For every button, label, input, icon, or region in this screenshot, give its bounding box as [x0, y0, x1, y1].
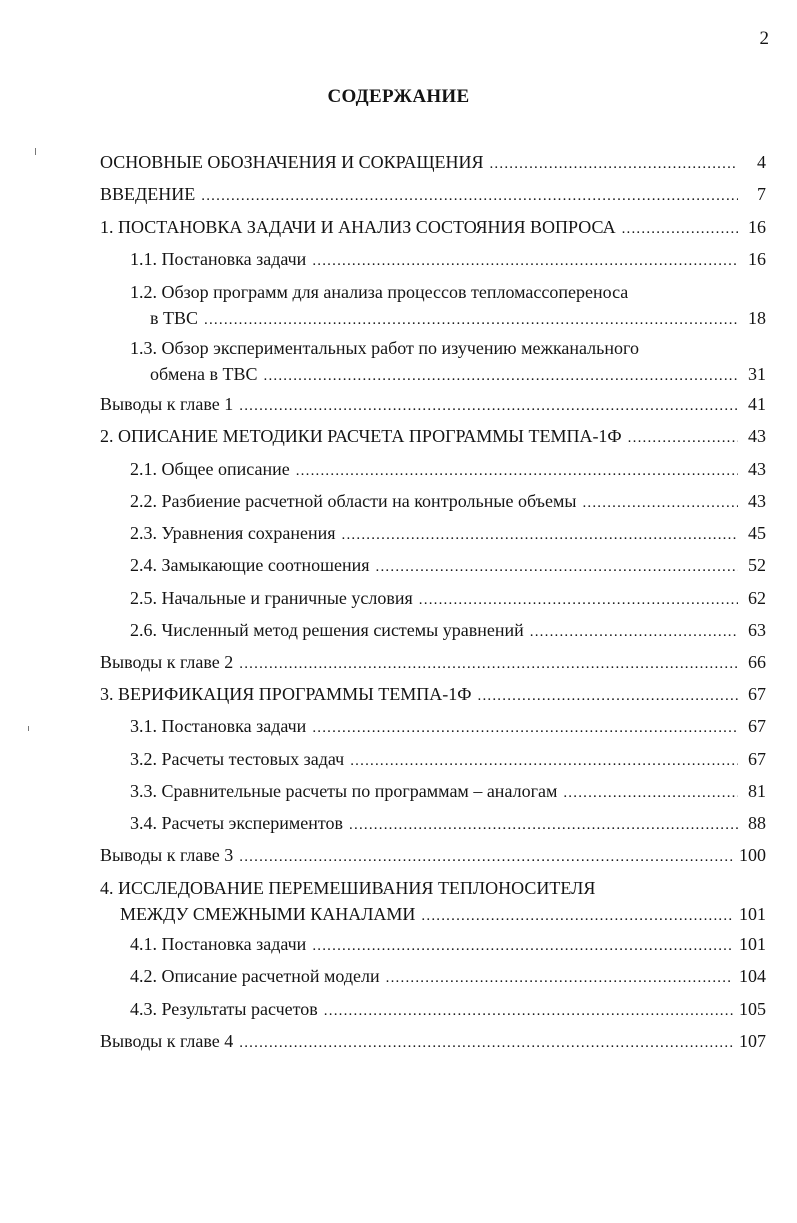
toc-entry	[100, 649, 766, 675]
dot-leader	[312, 248, 738, 274]
toc-entry-title: 3.4. Расчеты экспериментов	[130, 813, 344, 833]
toc-entry-title: 4.1. Постановка задачи	[130, 934, 307, 954]
toc-entry-title: 2.1. Общее описание	[130, 459, 290, 479]
toc-entry	[100, 1028, 766, 1054]
toc-entry	[130, 456, 766, 482]
toc-entry	[130, 617, 766, 643]
toc-entry-title: Выводы к главе 4	[100, 1031, 234, 1051]
toc-entry	[130, 585, 766, 611]
toc-entry-title: 2.4. Замыкающие соотношения	[130, 555, 370, 575]
toc-entry-title: ОСНОВНЫЕ ОБОЗНАЧЕНИЯ И СОКРАЩЕНИЯ	[100, 152, 484, 172]
dot-leader	[239, 1030, 733, 1056]
toc-entry	[100, 391, 766, 417]
toc-entry-title: 1. ПОСТАНОВКА ЗАДАЧИ И АНАЛИЗ СОСТОЯНИЯ ВОПРОСА	[100, 217, 616, 237]
toc-entry-title: 1.2. Обзор программ для анализа процессов тепломассопереноса	[130, 282, 629, 302]
toc-page-number: 66	[748, 652, 766, 672]
toc-page-number: 88	[748, 813, 766, 833]
toc-entry	[100, 681, 766, 707]
toc-page-number: 67	[748, 749, 766, 769]
toc-page-number: 45	[748, 523, 766, 543]
scan-speck	[28, 726, 29, 731]
toc-entry-title: Выводы к главе 2	[100, 652, 234, 672]
toc-entry	[130, 488, 766, 514]
dot-leader	[489, 151, 738, 177]
toc-page-number: 43	[748, 426, 766, 446]
toc-page-number: 101	[739, 934, 766, 954]
dot-leader	[312, 715, 738, 741]
toc-entry-title: Выводы к главе 3	[100, 845, 234, 865]
toc-entry-title: 1.3. Обзор экспериментальных работ по изучению межканального	[130, 338, 639, 358]
toc-page-number: 41	[748, 394, 766, 414]
dot-leader	[342, 522, 738, 548]
dot-leader	[582, 490, 738, 516]
toc-entry	[100, 875, 766, 927]
toc-entry-title-continued: обмена в ТВС	[150, 364, 258, 384]
toc-entry-title-continued: МЕЖДУ СМЕЖНЫМИ КАНАЛАМИ	[120, 904, 416, 924]
toc-page-number: 16	[748, 249, 766, 269]
toc-page-number: 105	[739, 999, 766, 1019]
toc-entry-title: 2.2. Разбиение расчетной области на контрольные объемы	[130, 491, 577, 511]
toc-entry-title: 2.3. Уравнения сохранения	[130, 523, 336, 543]
toc-entry	[100, 214, 766, 240]
dot-leader	[628, 425, 738, 451]
toc-entry-title: 3.2. Расчеты тестовых задач	[130, 749, 345, 769]
dot-leader	[530, 619, 738, 645]
toc-entry	[100, 423, 766, 449]
dot-leader	[324, 998, 733, 1024]
dot-leader	[312, 933, 733, 959]
toc-page-number: 63	[748, 620, 766, 640]
toc-entry	[130, 931, 766, 957]
toc-entry	[130, 746, 766, 772]
dot-leader	[421, 903, 733, 929]
toc-entry-title: 2.6. Численный метод решения системы уравнений	[130, 620, 524, 640]
dot-leader	[622, 216, 738, 242]
toc-page-number: 67	[748, 684, 766, 704]
toc-page-number: 104	[739, 966, 766, 986]
toc-page-number: 101	[739, 904, 766, 924]
toc-page-number: 62	[748, 588, 766, 608]
dot-leader	[563, 780, 738, 806]
dot-leader	[239, 651, 738, 677]
toc-entry-title: ВВЕДЕНИЕ	[100, 184, 196, 204]
toc-page-number: 67	[748, 716, 766, 736]
toc-page-number: 7	[757, 184, 766, 204]
toc-entry	[130, 246, 766, 272]
toc-page-number: 16	[748, 217, 766, 237]
toc-page-number: 81	[748, 781, 766, 801]
dot-leader	[478, 683, 739, 709]
scan-speck	[35, 148, 36, 155]
toc-entry-title: 2.5. Начальные и граничные условия	[130, 588, 413, 608]
page-number: 2	[759, 28, 769, 49]
toc-page-number: 4	[757, 152, 766, 172]
toc-entry	[130, 279, 766, 331]
toc-title: СОДЕРЖАНИЕ	[327, 86, 470, 107]
dot-leader	[264, 363, 739, 389]
toc-entry-title: 4. ИССЛЕДОВАНИЕ ПЕРЕМЕШИВАНИЯ ТЕПЛОНОСИТЕЛЯ	[100, 878, 596, 898]
toc-entry	[100, 149, 766, 175]
toc-entry	[100, 842, 766, 868]
toc-entry-title: 1.1. Постановка задачи	[130, 249, 307, 269]
dot-leader	[204, 307, 738, 333]
toc-entry-title: 2. ОПИСАНИЕ МЕТОДИКИ РАСЧЕТА ПРОГРАММЫ ТЕМПА-1Ф	[100, 426, 622, 446]
toc-entry-title: 3.1. Постановка задачи	[130, 716, 307, 736]
toc-page-number: 43	[748, 459, 766, 479]
toc-entry-title-continued: в ТВС	[150, 308, 199, 328]
dot-leader	[419, 587, 738, 613]
toc-entry	[130, 335, 766, 387]
toc-entry	[130, 810, 766, 836]
dot-leader	[376, 554, 738, 580]
toc-entry-title: 4.2. Описание расчетной модели	[130, 966, 380, 986]
toc-entry	[130, 996, 766, 1022]
toc-entry-title: 3. ВЕРИФИКАЦИЯ ПРОГРАММЫ ТЕМПА-1Ф	[100, 684, 472, 704]
toc-entry	[130, 778, 766, 804]
toc-entry	[130, 520, 766, 546]
toc-entry	[130, 963, 766, 989]
toc-page-number: 107	[739, 1031, 766, 1051]
toc-page-number: 100	[739, 845, 766, 865]
toc-entry	[130, 552, 766, 578]
toc-entry-title: 4.3. Результаты расчетов	[130, 999, 318, 1019]
toc-entry	[130, 713, 766, 739]
dot-leader	[349, 812, 738, 838]
dot-leader	[239, 393, 738, 419]
dot-leader	[386, 965, 733, 991]
toc-page-number: 52	[748, 555, 766, 575]
dot-leader	[239, 844, 733, 870]
dot-leader	[201, 183, 738, 209]
toc-entry	[100, 181, 766, 207]
toc-page-number: 43	[748, 491, 766, 511]
toc-entry-title: Выводы к главе 1	[100, 394, 234, 414]
dot-leader	[350, 748, 738, 774]
toc-page-number: 31	[748, 364, 766, 384]
toc-page-number: 18	[748, 308, 766, 328]
toc-entry-title: 3.3. Сравнительные расчеты по программам – аналогам	[130, 781, 558, 801]
dot-leader	[296, 458, 738, 484]
